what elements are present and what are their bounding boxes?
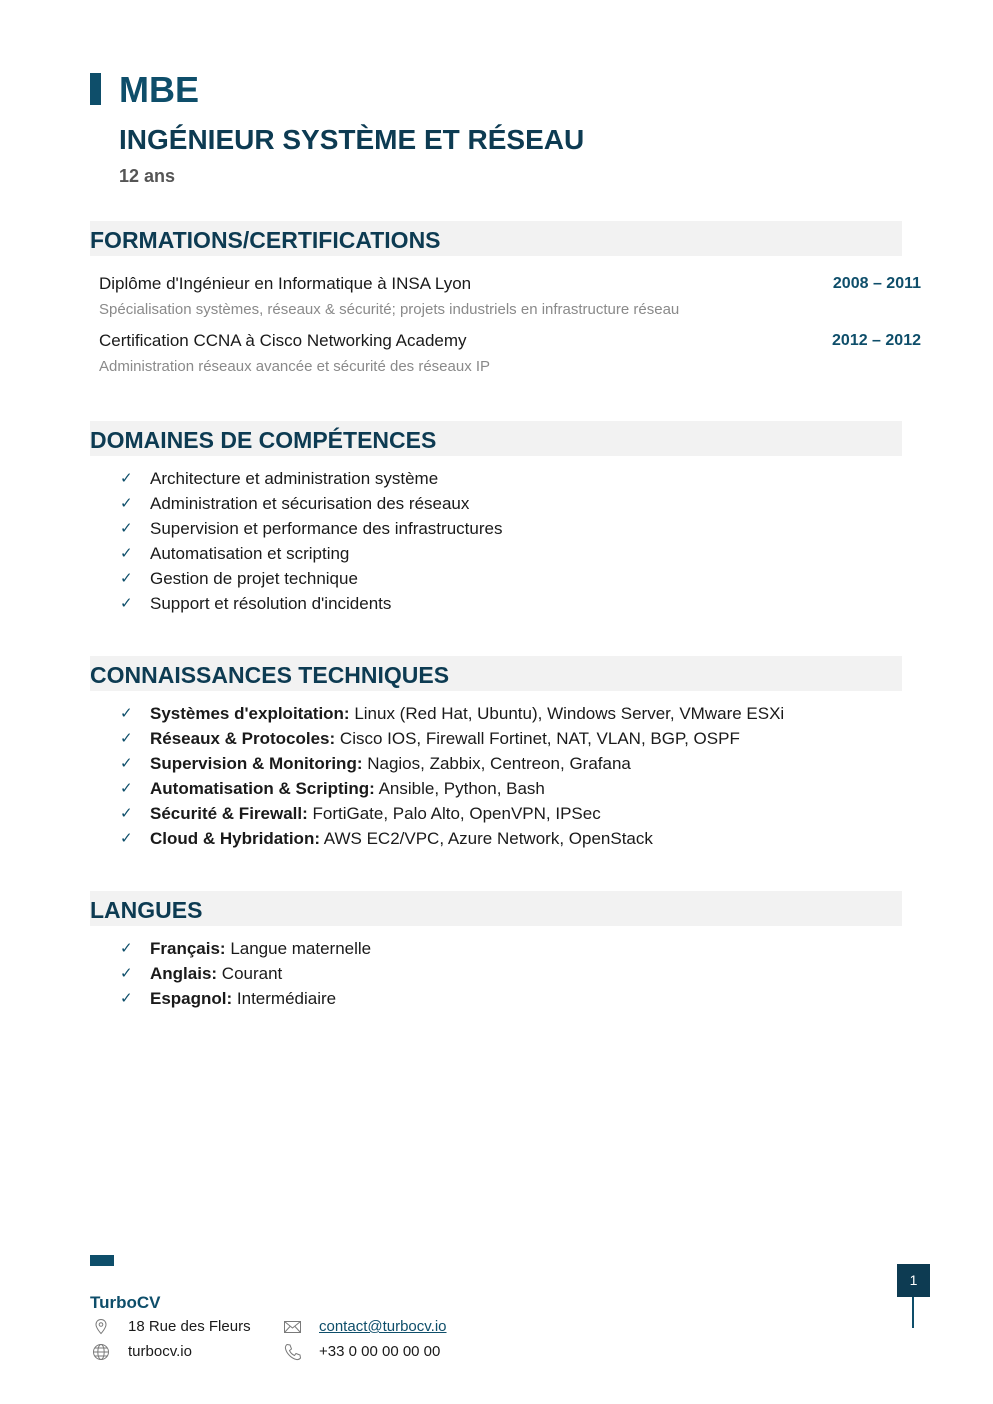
section-title: DOMAINES DE COMPÉTENCES (90, 427, 437, 453)
section-langues-heading (90, 891, 902, 926)
email-link[interactable]: contact@turbocv.io (319, 1318, 447, 1335)
skill-label: Automatisation & Scripting: (150, 779, 375, 798)
phone-text[interactable]: +33 0 00 00 00 00 (319, 1343, 441, 1360)
list-item (120, 726, 900, 751)
page-number-badge: 1 (897, 1264, 930, 1297)
education-title: Diplôme d'Ingénieur en Informatique à INSA Lyon (99, 274, 472, 293)
name-accent-bar (90, 73, 101, 105)
skill-value: Cisco IOS, Firewall Fortinet, NAT, VLAN, BGP, OSPF (335, 729, 740, 748)
langues-list (120, 936, 900, 1011)
experience-years: 12 ans (119, 166, 176, 186)
section-competences-heading (90, 421, 902, 456)
list-item (120, 986, 900, 1011)
list-item (120, 801, 900, 826)
check-icon: ✓ (120, 570, 133, 587)
check-icon: ✓ (120, 545, 133, 562)
website-text[interactable]: turbocv.io (128, 1343, 192, 1360)
check-icon: ✓ (120, 495, 133, 512)
check-icon: ✓ (120, 805, 133, 822)
skill-value: Linux (Red Hat, Ubuntu), Windows Server, VMware ESXi (349, 704, 785, 723)
section-title: CONNAISSANCES TECHNIQUES (90, 662, 450, 688)
list-item (120, 751, 900, 776)
globe-icon (92, 1342, 112, 1362)
education-title: Certification CCNA à Cisco Networking Academy (99, 331, 467, 350)
list-item (120, 776, 900, 801)
language-label: Anglais: (150, 964, 218, 983)
competences-list (120, 466, 900, 616)
address-text: 18 Rue des Fleurs (128, 1318, 251, 1335)
education-dates: 2008 – 2011 (832, 275, 921, 292)
connaissances-list (120, 701, 900, 851)
section-title: FORMATIONS/CERTIFICATIONS (90, 227, 441, 253)
education-description: Spécialisation systèmes, réseaux & sécurité; projets industriels en infrastructure réseau (99, 301, 680, 318)
check-icon: ✓ (120, 830, 133, 847)
education-description: Administration réseaux avancée et sécurité des réseaux IP (99, 358, 491, 375)
list-item: ✓ Supervision et performance des infrastructures (120, 516, 900, 541)
check-icon: ✓ (120, 780, 133, 797)
language-level: Intermédiaire (232, 989, 337, 1008)
check-icon: ✓ (120, 940, 133, 957)
list-item (120, 961, 900, 986)
skill-label: Systèmes d'exploitation: (150, 704, 350, 723)
skill-value: Ansible, Python, Bash (374, 779, 545, 798)
list-item: ✓ Administration et sécurisation des réseaux (120, 491, 900, 516)
skill-label: Supervision & Monitoring: (150, 754, 363, 773)
phone-icon (283, 1342, 303, 1362)
list-item: ✓ Gestion de projet technique (120, 566, 900, 591)
check-icon: ✓ (120, 470, 133, 487)
location-pin-icon (92, 1317, 112, 1337)
envelope-icon (283, 1317, 303, 1337)
check-icon: ✓ (120, 705, 133, 722)
list-item: ✓ Support et résolution d'incidents (120, 591, 900, 616)
skill-label: Cloud & Hybridation: (150, 829, 320, 848)
skill-label: Sécurité & Firewall: (150, 804, 308, 823)
list-item (120, 936, 900, 961)
language-label: Français: (150, 939, 226, 958)
list-item: ✓ Automatisation et scripting (120, 541, 900, 566)
language-level: Langue maternelle (225, 939, 372, 958)
job-title: INGÉNIEUR SYSTÈME ET RÉSEAU (119, 124, 585, 155)
language-level: Courant (217, 964, 283, 983)
check-icon: ✓ (120, 755, 133, 772)
candidate-name: MBE (119, 69, 199, 110)
check-icon: ✓ (120, 595, 133, 612)
section-formations-heading (90, 221, 902, 256)
check-icon: ✓ (120, 990, 133, 1007)
list-item (120, 826, 900, 851)
list-item (120, 701, 900, 726)
list-item: ✓ Architecture et administration système (120, 466, 900, 491)
page-number-line (912, 1297, 914, 1328)
check-icon: ✓ (120, 730, 133, 747)
company-name: TurboCV (90, 1293, 161, 1312)
footer-accent-bar (90, 1255, 114, 1266)
skill-value: AWS EC2/VPC, Azure Network, OpenStack (319, 829, 653, 848)
skill-value: FortiGate, Palo Alto, OpenVPN, IPSec (307, 804, 601, 823)
language-label: Espagnol: (150, 989, 233, 1008)
check-icon: ✓ (120, 965, 133, 982)
check-icon: ✓ (120, 520, 133, 537)
skill-value: Nagios, Zabbix, Centreon, Grafana (362, 754, 631, 773)
section-title: LANGUES (90, 897, 203, 923)
skill-label: Réseaux & Protocoles: (150, 729, 336, 748)
education-dates: 2012 – 2012 (832, 332, 921, 349)
section-connaissances-heading (90, 656, 902, 691)
